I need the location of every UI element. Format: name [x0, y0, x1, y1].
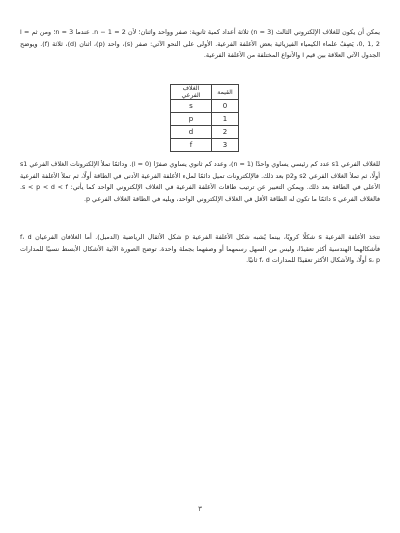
- table-row: [171, 100, 239, 113]
- cell-subshell: d: [171, 126, 212, 139]
- paragraph-subshell-energy: للغلاف الفرعي s1 عدد كم رئيسي يساوي واحدًا (n = 1)، وعدد كم ثانوي يساوي صفرًا (l = 0). ودائمًا تملأ الإلكترونات الغلاف الفرعي s1 أولًا، ثم تملأ الغلاف الفرعي s2 وp2 بعد ذلك. فالإلكترونات تميل دائمًا لملء الأغلفة الفرعية الأدنى في الطاقة أولًا، ثم تملأ الأغلفة الفرعية الأعلى في الطاقة بعد ذلك. ويمكن التعبير عن ترتيب طاقات الأغلفة الفرعية في الغلاف الإلكتروني الواحد كما يأتي: s < p < d < f. فالغلاف الفرعي s دائمًا ما تكون له الطاقة الأقل في الغلاف الإلكتروني الواحد، ويليه في الطاقة الغلاف الفرعي p.: [20, 161, 381, 203]
- table-header-row: [171, 85, 239, 100]
- cell-subshell: f: [171, 139, 212, 152]
- table-row: [171, 113, 239, 126]
- header-value: القيمة: [212, 85, 239, 100]
- page-number: ٣: [198, 505, 202, 513]
- paragraph-subshell-shapes: تتخذ الأغلفة الفرعية s شكلًا كرويًا، بينما يُشبه شكل الأغلفة الفرعية p شكل الأثقال الرياضية (الدمبل). أما الغلافان الفرعيان f، d فأشكالهما الهندسية أكثر تعقيدًا، وليس من السهل رسمهما أو وصفهما بجملة واحدة. توضح الصورة الآتية الأشكال الأبسط نسبيًا للمدارات s، p أولًا، والأشكال الأكثر تعقيدًا للمدارات f، d ثانيًا.: [20, 234, 381, 265]
- paragraph-subshell-intro: يمكن أن يكون للغلاف الإلكتروني الثالث (n = 3) ثلاثة أعداد كمية ثانوية: صفر وواحد واثنان؛ لأن n − 1 = 2. عندما n = 3؛ ومن ثم l = 0, 1, 2، يَصِفُ علماء الكيمياء الفيزيائية بعض الأغلفة الفرعية. الأولى على النحو الآتي: صفر (s)، واحد (p)، اثنان (d)، ثلاثة (f). ويوضح الجدول الآتي العلاقة بين قيم l والأنواع المختلفة من الأغلفة الفرعية.: [20, 29, 380, 60]
- subshell-table: [170, 84, 239, 152]
- table-row: [171, 126, 239, 139]
- cell-subshell: s: [171, 100, 212, 113]
- cell-value: 1: [212, 113, 239, 126]
- cell-value: 2: [212, 126, 239, 139]
- cell-value: 3: [212, 139, 239, 152]
- header-subshell: الغلاف الفرعي: [171, 85, 212, 100]
- cell-value: 0: [212, 100, 239, 113]
- cell-subshell: p: [171, 113, 212, 126]
- table-row: [171, 139, 239, 152]
